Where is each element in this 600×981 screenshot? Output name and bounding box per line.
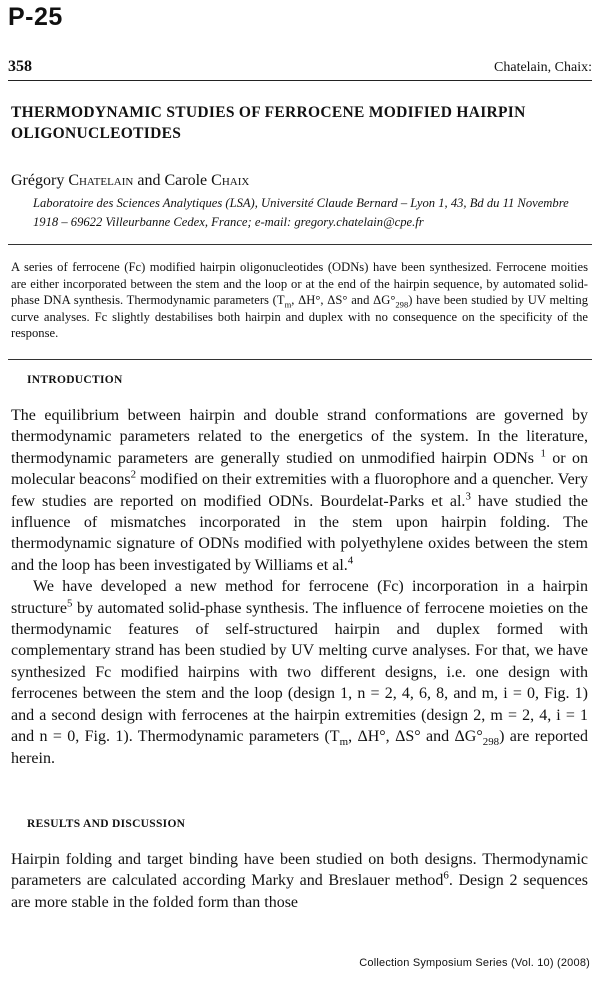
abstract-text-1: A series of ferrocene (Fc) modified hairpin oligonucleotides (ODNs) have been synthesized. Ferrocene moities are either incorporated between the stem and the loop or at the end of the hairpin sequence, by automated solid-phase DNA synthesis. Thermodynamic parameters (T [11, 260, 588, 308]
page-number: 358 [8, 58, 32, 75]
abstract [11, 259, 588, 342]
intro-p1-text-4: have studied the influence of mismatches incorporated in the stem upon hairpin folding. The thermodynamic signature of ODNs modified with polyethylene oxides between the stem and the loop has been investigated by Williams et al. [11, 492, 588, 574]
running-author: Chatelain, Chaix: [494, 60, 592, 75]
intro-p2-text-2: by automated solid-phase synthesis. The influence of ferrocene moieties on the thermodynamic features of self-structured hairpin and duplex formed with complementary strand has been studied by UV melting curve analyses. For that, we have synthesized Fc modified hairpins with two different designs, i.e. one design with ferrocenes between the stem and the loop (design 1, n = 2, 4, 6, 8, and m, i = 0, Fig. 1) and a second design with ferrocenes at the hairpin extremities (design 2, m = 2, 4, i = 1 and n = 0, Fig. 1). Thermodynamic parameters (T [11, 599, 588, 746]
intro-p2-text-1: We have developed a new method for ferrocene (Fc) incorporation in a hairpin structure [11, 578, 588, 617]
author-2-family: Chaix [211, 172, 250, 189]
author-1-family: Chatelain [68, 172, 134, 189]
intro-sub-298: 298 [482, 736, 500, 749]
results-text-1: Hairpin folding and target binding have been studied on both designs. Thermodynamic parameters are calculated according Marky and Breslauer method [11, 851, 588, 890]
running-header [8, 58, 592, 81]
intro-p1-text-3: modified on their extremities with a fluorophore and a quencher. Very few studies are reported on modified ODNs. Bourdelat-Parks et al. [11, 471, 588, 510]
author-1-given: Grégory [11, 172, 65, 189]
intro-p2-text-3: , ΔH°, ΔS° and ΔG° [348, 728, 483, 746]
intro-p1-text-2: or on molecular beacons [11, 449, 589, 489]
intro-p2-text-4: ) are reported herein. [11, 728, 589, 767]
results-heading: RESULTS AND DISCUSSION [27, 818, 186, 830]
reference-3: 3 [465, 490, 471, 503]
abstract-sub-298: 298 [395, 299, 409, 310]
abstract-sub-m: m [284, 299, 292, 310]
authors [11, 172, 580, 190]
introduction-body [11, 405, 588, 769]
introduction-heading: INTRODUCTION [27, 374, 123, 386]
results-paragraph-1 [11, 849, 588, 913]
abstract-top-rule [8, 244, 592, 245]
reference-1: 1 [540, 447, 546, 460]
page-label: P-25 [8, 3, 63, 31]
results-text-2: . Design 2 sequences are more stable in the folded form than those [11, 872, 589, 911]
journal-footer: Collection Symposium Series (Vol. 10) (2008) [359, 957, 590, 969]
affiliation: Laboratoire des Sciences Analytiques (LSA), Université Claude Bernard – Lyon 1, 43, Bd du 11 Novembre 1918 – 69622 Villeurbanne Cedex, France; e-mail: gregory.chatelain@cpe.fr [33, 196, 569, 229]
reference-6: 6 [443, 870, 449, 883]
reference-4: 4 [347, 554, 354, 567]
intro-sub-m: m [339, 736, 349, 749]
author-2-given: Carole [164, 172, 208, 189]
introduction-paragraph-1 [11, 405, 588, 576]
abstract-bottom-rule [8, 359, 592, 360]
intro-p1-text-1: The equilibrium between hairpin and double strand conformations are governed by thermodynamic parameters related to the energetics of the system. In the literature, thermodynamic parameters are generally studied on unmodified hairpin ODNs [11, 407, 588, 467]
reference-5: 5 [66, 597, 73, 610]
introduction-paragraph-2 [11, 576, 588, 769]
author-conjunction: and [137, 172, 161, 189]
abstract-text-3: ) have been studied by UV melting curve analyses. Fc slightly destabilises both hairpin and duplex with no consequence on the specificity of the response. [11, 293, 588, 341]
paper-title: THERMODYNAMIC STUDIES OF FERROCENE MODIFIED HAIRPIN OLIGONUCLEOTIDES [11, 104, 526, 142]
results-body [11, 849, 588, 913]
reference-2: 2 [130, 468, 137, 481]
abstract-text-2: , ΔH°, ΔS° and ΔG° [291, 293, 396, 308]
